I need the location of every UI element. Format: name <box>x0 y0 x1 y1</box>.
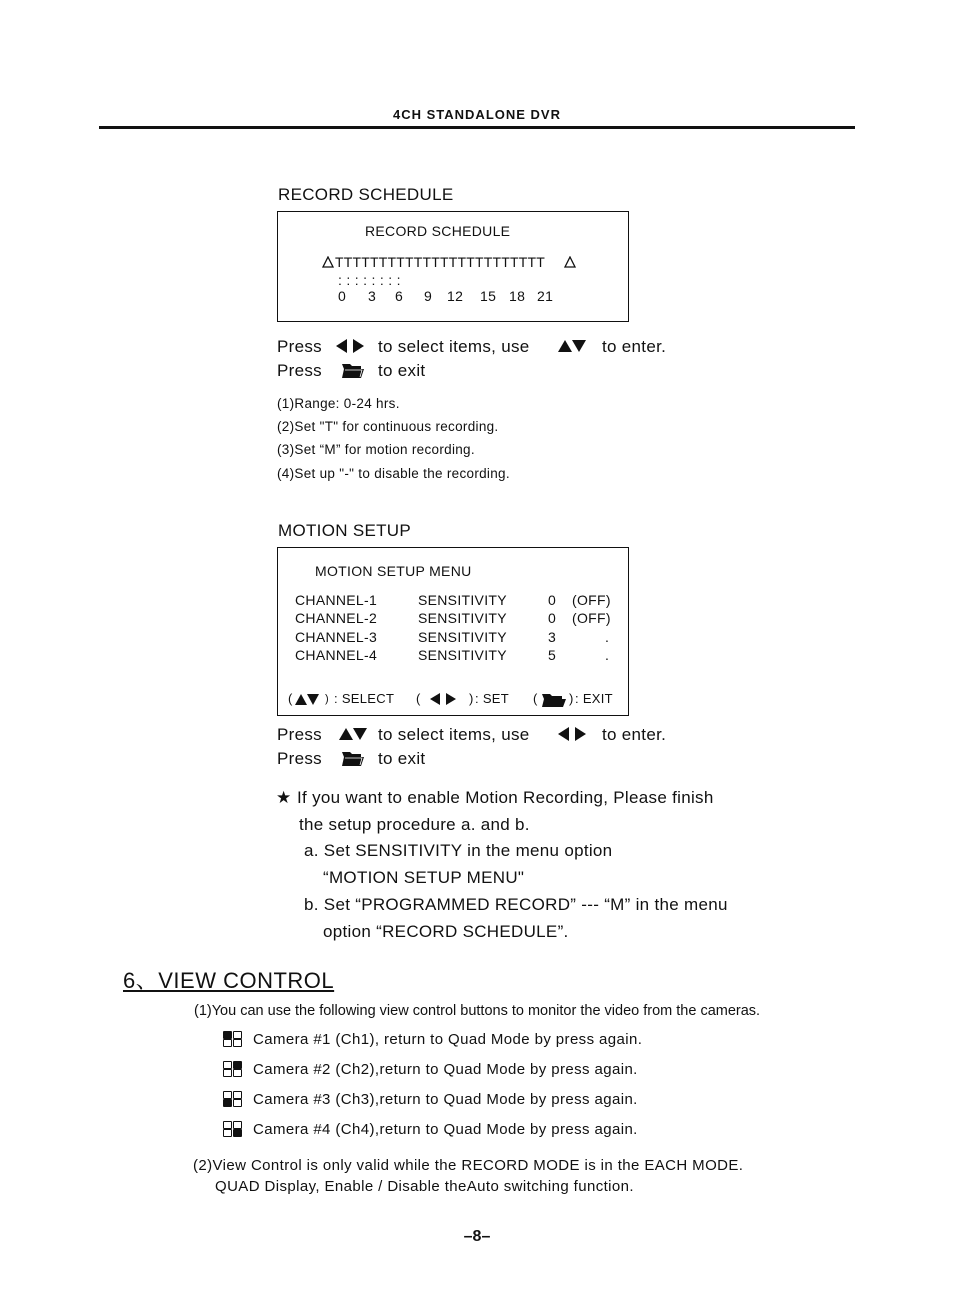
motion-row-3-channel: CHANNEL-3 <box>295 629 378 645</box>
motion-row-4-channel: CHANNEL-4 <box>295 647 378 663</box>
page-number: –8– <box>463 1228 491 1245</box>
footer-select-close-paren: ) <box>325 693 329 705</box>
camera-2-button-icon <box>223 1061 241 1077</box>
record-schedule-timeline: TTTTTTTTTTTTTTTTTTTTTTTT <box>335 254 546 270</box>
camera-3-description: Camera #3 (Ch3),return to Quad Mode by press again. <box>253 1091 638 1108</box>
view-control-intro: (1)You can use the following view control buttons to monitor the video from the cameras. <box>194 1003 761 1019</box>
rs-press1-label: Press <box>277 337 322 356</box>
motion-row-2-value: 0 <box>548 610 557 626</box>
hour-label-15: 15 <box>480 288 497 304</box>
rs-note-2: (2)Set "T" for continuous recording. <box>277 419 499 434</box>
ms-press1-end: to enter. <box>602 725 667 744</box>
rs-press2-label: Press <box>277 361 322 380</box>
ms-left-right-arrows-icon <box>558 727 586 745</box>
ms-press2-text: to exit <box>378 749 426 768</box>
motion-row-4-label: SENSITIVITY <box>418 647 507 663</box>
footer-select-label: : SELECT <box>334 691 395 706</box>
motion-note-line-4: “MOTION SETUP MENU" <box>323 868 525 887</box>
ms-up-down-arrows-icon <box>339 728 367 746</box>
motion-row-1-value: 0 <box>548 592 557 608</box>
camera-1-description: Camera #1 (Ch1), return to Quad Mode by press again. <box>253 1031 643 1048</box>
timeline-end-marker-icon <box>564 255 576 273</box>
view-control-note-line-2: QUAD Display, Enable / Disable theAuto switching function. <box>215 1178 634 1195</box>
motion-setup-heading: MOTION SETUP <box>278 521 411 540</box>
header-rule <box>99 126 855 129</box>
footer-set-label: : SET <box>475 691 510 706</box>
hour-label-3: 3 <box>368 288 377 304</box>
motion-row-3-state: . <box>605 629 610 645</box>
footer-set-open-paren: ( <box>416 691 421 706</box>
motion-row-4-value: 5 <box>548 647 557 663</box>
up-down-arrows-icon <box>558 340 586 358</box>
left-right-arrows-icon <box>336 339 364 357</box>
footer-exit-open-paren: ( <box>533 691 538 706</box>
record-schedule-box <box>277 211 629 322</box>
motion-row-2-label: SENSITIVITY <box>418 610 507 626</box>
ms-press1-label: Press <box>277 725 322 744</box>
motion-row-2-state: (OFF) <box>572 610 611 626</box>
hour-label-12: 12 <box>447 288 464 304</box>
set-left-right-icon <box>430 693 456 711</box>
hour-label-9: 9 <box>424 288 433 304</box>
footer-exit-close-paren: ) <box>569 691 574 706</box>
rs-note-3: (3)Set “M” for motion recording. <box>277 442 475 457</box>
motion-row-2-channel: CHANNEL-2 <box>295 610 378 626</box>
view-control-note-line-1: (2)View Control is only valid while the RECORD MODE is in the EACH MODE. <box>193 1157 744 1174</box>
rs-press1-end: to enter. <box>602 337 667 356</box>
star-icon: ★ <box>276 788 292 807</box>
motion-note-line-5: b. Set “PROGRAMMED RECORD” --- “M” in the menu <box>304 895 728 914</box>
ms-folder-icon <box>341 749 365 772</box>
motion-setup-box-title: MOTION SETUP MENU <box>315 563 472 579</box>
motion-row-4-state: . <box>605 647 610 663</box>
record-schedule-box-title: RECORD SCHEDULE <box>365 223 511 239</box>
motion-row-3-value: 3 <box>548 629 557 645</box>
rs-note-1: (1)Range: 0-24 hrs. <box>277 396 400 411</box>
camera-3-button-icon <box>223 1091 241 1107</box>
motion-row-1-label: SENSITIVITY <box>418 592 507 608</box>
record-schedule-ticks: : : : : : : : : <box>338 272 401 288</box>
camera-4-description: Camera #4 (Ch4),return to Quad Mode by press again. <box>253 1121 638 1138</box>
view-control-heading: 6、VIEW CONTROL <box>123 968 335 993</box>
motion-note-line-1: If you want to enable Motion Recording, Please finish <box>297 788 714 807</box>
camera-2-description: Camera #2 (Ch2),return to Quad Mode by press again. <box>253 1061 638 1078</box>
timeline-start-marker-icon <box>322 255 334 273</box>
footer-exit-label: : EXIT <box>575 691 613 706</box>
footer-set-close-paren: ) <box>469 691 474 706</box>
hour-label-6: 6 <box>395 288 404 304</box>
motion-setup-box <box>277 547 629 716</box>
record-schedule-heading: RECORD SCHEDULE <box>278 185 454 204</box>
camera-4-button-icon <box>223 1121 241 1137</box>
hour-label-21: 21 <box>537 288 554 304</box>
page-header-title: 4CH STANDALONE DVR <box>393 107 561 122</box>
footer-select-open-paren: ( <box>288 691 293 706</box>
camera-1-button-icon <box>223 1031 241 1047</box>
folder-icon <box>341 361 365 384</box>
rs-press1-text: to select items, use <box>378 337 530 356</box>
exit-folder-icon <box>541 691 567 713</box>
hour-label-0: 0 <box>338 288 347 304</box>
motion-row-1-channel: CHANNEL-1 <box>295 592 378 608</box>
motion-note-line-2: the setup procedure a. and b. <box>299 815 530 834</box>
rs-press2-text: to exit <box>378 361 426 380</box>
rs-note-4: (4)Set up "-" to disable the recording. <box>277 466 510 481</box>
motion-row-1-state: (OFF) <box>572 592 611 608</box>
ms-press2-label: Press <box>277 749 322 768</box>
motion-note-line-3: a. Set SENSITIVITY in the menu option <box>304 841 613 860</box>
hour-label-18: 18 <box>509 288 526 304</box>
select-up-down-icon <box>295 694 319 712</box>
motion-note-line-6: option “RECORD SCHEDULE”. <box>323 922 569 941</box>
motion-row-3-label: SENSITIVITY <box>418 629 507 645</box>
ms-press1-text: to select items, use <box>378 725 530 744</box>
